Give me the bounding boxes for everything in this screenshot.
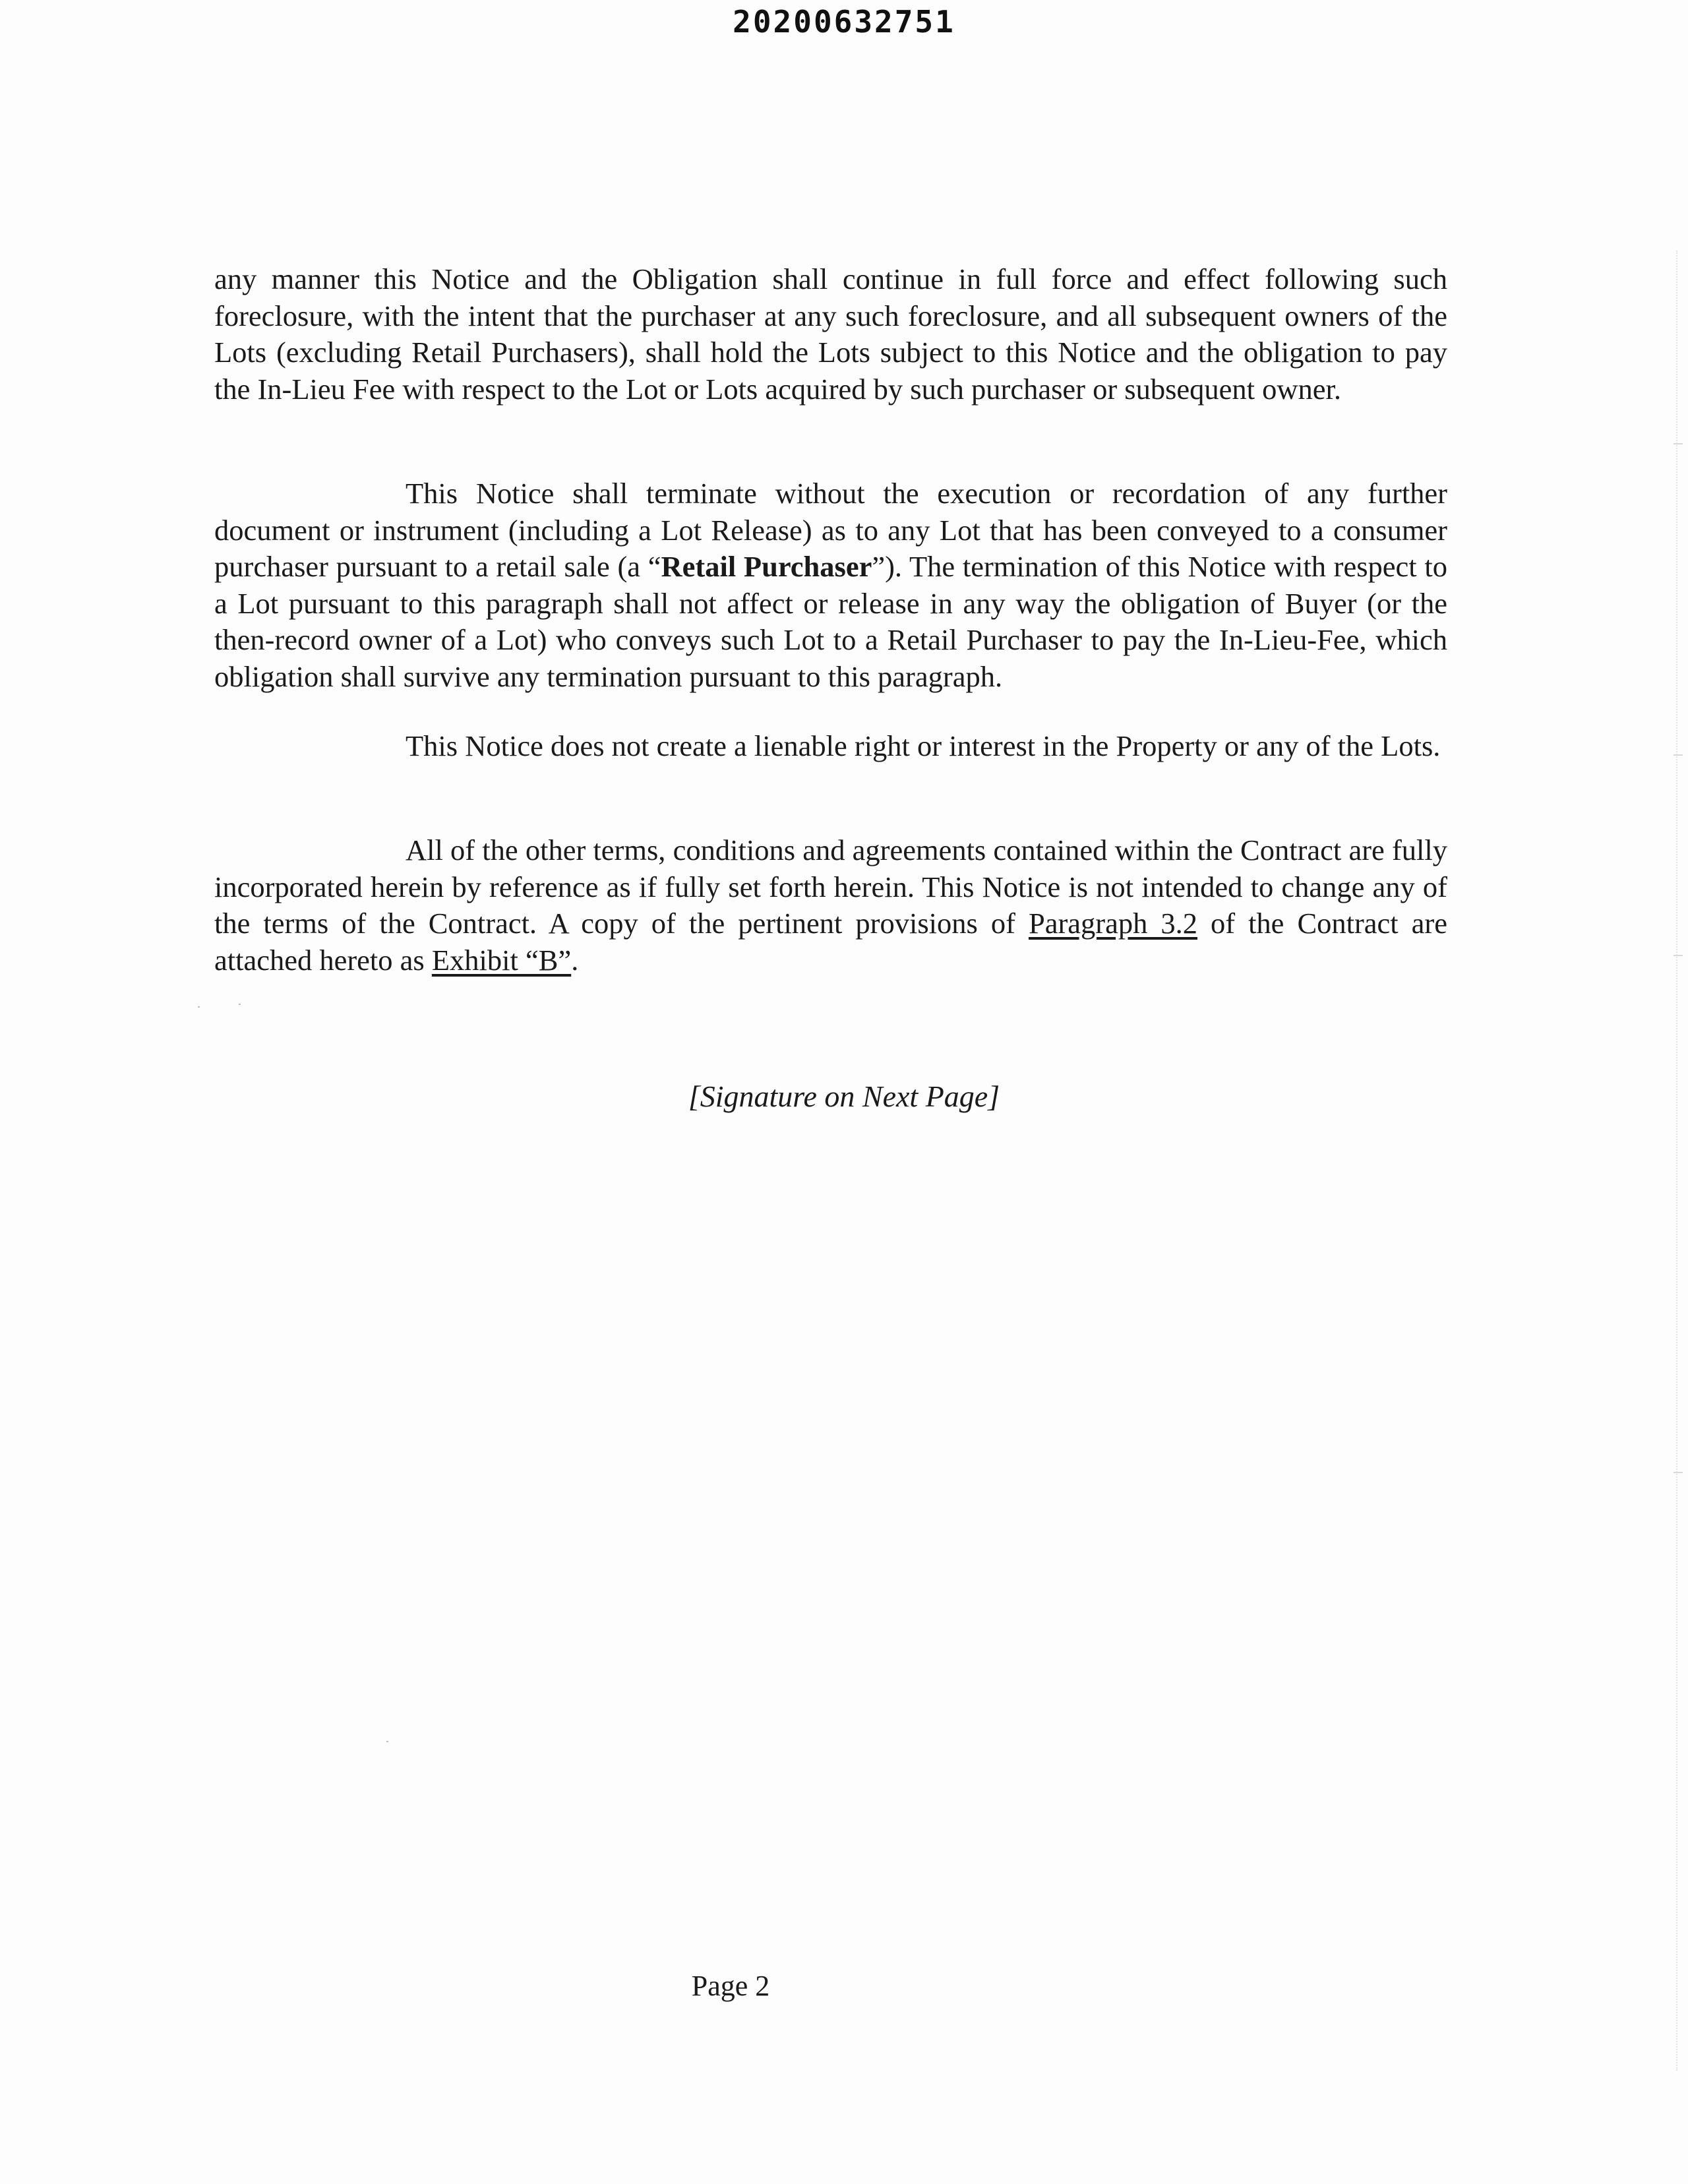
paragraph-3-2-reference: Paragraph 3.2: [1028, 907, 1197, 940]
paragraph-termination-text-1: This Notice shall terminate without the execution or recordation of any further document or instrument (including a Lot Release) as to any Lot that has been conveyed to a consumer purchaser pursuant to a retail sale (a “: [214, 477, 1447, 583]
scan-edge-tick: [1673, 754, 1683, 756]
scan-speck: [198, 1006, 200, 1008]
exhibit-b-reference: Exhibit “B”: [431, 943, 572, 977]
paragraph-contract-text-2: of the Contract are attached hereto as: [214, 907, 1448, 977]
scan-edge-tick: [1673, 443, 1683, 444]
scan-edge-tick: [1673, 1472, 1683, 1473]
scan-speck: [239, 1004, 241, 1005]
paragraph-termination-text-2: ”). The termination of this Notice with respect to a Lot pursuant to this paragraph shall not affect or release in any way the obligation of Buyer (or the then-record owner of a Lot) who conveys such Lot to a Retail Purchaser to pay the In-Lieu-Fee, which obligation shall survive any termination pursuant to this paragraph.: [214, 550, 1447, 693]
retail-purchaser-term: Retail Purchaser: [661, 550, 872, 583]
scan-edge-artifact: [1676, 251, 1679, 2071]
paragraph-contract-text-3: .: [571, 943, 579, 977]
paragraph-contract-terms: [214, 832, 1447, 979]
paragraph-contract-text-1: All of the other terms, conditions and agreements contained within the Contract are fully incorporated herein by reference as if fully set forth herein. This Notice is not intended to change any of the terms of the Contract. A copy of the pertinent provisions of: [214, 834, 1447, 940]
paragraph-foreclosure: any manner this Notice and the Obligation shall continue in full force and effect following such foreclosure, with the intent that the purchaser at any such foreclosure, and all subsequent owners of the Lots (excluding Retail Purchasers), shall hold the Lots subject to this Notice and the obligation to pay the In-Lieu Fee with respect to the Lot or Lots acquired by such purchaser or subsequent owner.: [214, 262, 1447, 406]
paragraph-lienable-right-text: This Notice does not create a lienable right or interest in the Property or any of the Lots.: [406, 729, 1441, 762]
paragraph-termination: [214, 475, 1447, 695]
document-number: 20200632751: [733, 4, 955, 40]
scan-speck: [386, 1741, 388, 1742]
page-number: Page 2: [691, 1970, 770, 2002]
scan-edge-tick: [1673, 955, 1683, 956]
paragraph-lienable-right: [214, 728, 1447, 765]
signature-note: [Signature on Next Page]: [688, 1079, 1000, 1113]
